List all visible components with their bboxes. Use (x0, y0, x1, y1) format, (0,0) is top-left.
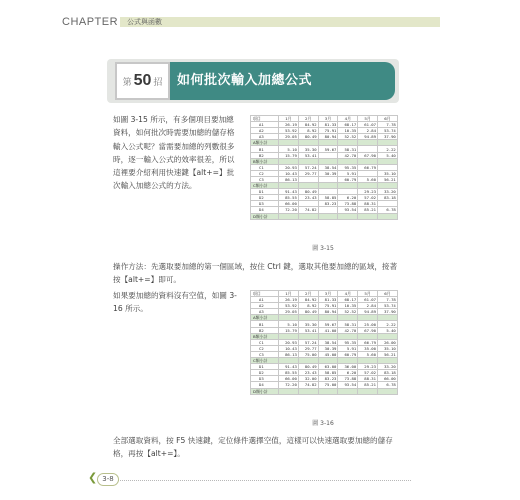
table-cell[interactable]: 91.43 (279, 364, 299, 370)
table-cell[interactable]: 6.78 (377, 207, 397, 213)
row-label-cell[interactable]: A3 (251, 309, 279, 315)
table-cell[interactable]: 35.10 (377, 345, 397, 351)
row-label-cell[interactable]: C2 (251, 345, 279, 351)
table-cell[interactable]: 35.10 (377, 170, 397, 176)
table-cell[interactable]: 5.10 (279, 146, 299, 152)
table-cell[interactable]: 67.90 (358, 152, 378, 158)
table-cell[interactable]: 68.17 (338, 297, 358, 303)
table-cell[interactable]: 67.90 (358, 327, 378, 333)
section-banner (107, 59, 399, 103)
table-cell[interactable]: 25.00 (358, 321, 378, 327)
table-cell[interactable]: 68.17 (338, 122, 358, 128)
table-cell[interactable]: 29.23 (358, 189, 378, 195)
row-label-cell[interactable]: A1 (251, 297, 279, 303)
paragraph-intro: 如圖 3-15 所示，有多個項目要加總資料，如何批次時需要加總的儲存格輸入公式呢？當需要加總的列數很多時，逐一輸入公式的效率很差，所以這裡要介紹利用快速鍵【alt+=】批次輸入加總公式的方法。 (113, 115, 235, 191)
table-cell[interactable]: 2.84 (358, 303, 378, 309)
section-number-box (115, 62, 170, 100)
table-cell[interactable]: 53.74 (377, 303, 397, 309)
table-cell[interactable]: 95.35 (338, 339, 358, 345)
column-header[interactable]: 項目 (251, 116, 279, 122)
chapter-title-tab (120, 17, 440, 27)
table-cell[interactable]: 75.00 (298, 351, 318, 357)
table-cell[interactable]: 94.89 (358, 134, 378, 140)
table-cell[interactable]: 88.31 (358, 376, 378, 382)
table-cell[interactable] (298, 213, 318, 219)
table-cell[interactable]: 53.92 (279, 303, 299, 309)
table-cell[interactable]: 37.90 (377, 134, 397, 140)
row-label-cell[interactable]: A類小計 (251, 140, 279, 146)
section-prefix: 第 (122, 77, 132, 88)
table-cell[interactable]: 57.24 (298, 339, 318, 345)
row-label-cell[interactable]: D3 (251, 376, 279, 382)
table-cell[interactable]: 26.19 (279, 122, 299, 128)
table-cell[interactable]: 20.93 (279, 164, 299, 170)
row-label-cell[interactable]: C類小計 (251, 183, 279, 189)
column-header[interactable]: 6月 (377, 116, 397, 122)
table-cell[interactable]: 35.30 (298, 321, 318, 327)
table-cell[interactable]: 53.92 (279, 128, 299, 134)
table-cell[interactable]: 10.35 (338, 303, 358, 309)
table-cell[interactable]: 72.20 (279, 382, 299, 388)
table-cell[interactable]: 86.13 (279, 176, 299, 182)
row-label-cell[interactable]: C3 (251, 176, 279, 182)
table-cell[interactable]: 75.91 (318, 128, 338, 134)
table-cell[interactable]: 35.30 (298, 146, 318, 152)
table-cell[interactable] (338, 388, 358, 394)
column-header[interactable]: 4月 (338, 291, 358, 297)
table-cell[interactable]: 32.00 (298, 376, 318, 382)
table-cell[interactable]: 81.33 (318, 297, 338, 303)
column-header[interactable]: 2月 (298, 291, 318, 297)
table-cell[interactable]: 83.18 (377, 370, 397, 376)
table-cell[interactable]: 93.54 (338, 382, 358, 388)
table-cell[interactable]: 29.77 (298, 170, 318, 176)
row-label-cell[interactable]: B1 (251, 321, 279, 327)
table-cell[interactable]: 80.49 (298, 134, 318, 140)
table-cell[interactable]: 26.19 (279, 297, 299, 303)
table-cell[interactable]: 91.43 (279, 189, 299, 195)
row-label-cell[interactable]: B類小計 (251, 333, 279, 339)
table-cell[interactable] (318, 213, 338, 219)
table-cell[interactable]: 5.40 (377, 327, 397, 333)
table-cell[interactable]: 80.49 (298, 309, 318, 315)
table-cell[interactable]: 84.92 (298, 297, 318, 303)
table-cell[interactable]: 74.82 (298, 207, 318, 213)
table-cell[interactable]: 66.79 (358, 339, 378, 345)
table-cell[interactable] (358, 213, 378, 219)
row-label-cell[interactable]: C2 (251, 170, 279, 176)
table-cell[interactable]: 53.74 (377, 128, 397, 134)
table-cell[interactable]: 85.21 (358, 382, 378, 388)
table-cell[interactable]: 58.85 (318, 195, 338, 201)
section-number: 50 (133, 72, 152, 89)
table-cell[interactable]: 23.43 (298, 195, 318, 201)
figure-caption-3-16: 圖 3-16 (312, 420, 334, 427)
table-cell[interactable]: 10.43 (279, 345, 299, 351)
table-cell[interactable]: 93.54 (338, 207, 358, 213)
figure-caption-3-15: 圖 3-15 (312, 245, 334, 252)
table-cell[interactable]: 80.49 (298, 364, 318, 370)
table-cell[interactable]: 85.55 (279, 370, 299, 376)
table-cell[interactable]: 5.10 (279, 321, 299, 327)
table-cell[interactable]: 73.88 (338, 376, 358, 382)
column-header[interactable]: 4月 (338, 116, 358, 122)
table-cell[interactable]: 75.91 (318, 303, 338, 309)
spreadsheet-figure-3-15 (250, 115, 398, 220)
table-cell[interactable]: 15.79 (279, 152, 299, 158)
table-cell[interactable]: 85.21 (358, 207, 378, 213)
table-cell[interactable]: 53.41 (298, 327, 318, 333)
table-cell[interactable]: 58.31 (338, 321, 358, 327)
table-cell[interactable]: 2.22 (377, 321, 397, 327)
row-label-cell[interactable]: C3 (251, 351, 279, 357)
chevron-left-icon: ❮ (88, 471, 98, 484)
table-cell[interactable]: 8.92 (298, 303, 318, 309)
row-label-cell[interactable]: D4 (251, 207, 279, 213)
table-cell[interactable]: 37.90 (377, 309, 397, 315)
row-label-cell[interactable]: A類小計 (251, 315, 279, 321)
column-header[interactable]: 3月 (318, 291, 338, 297)
table-cell[interactable]: 38.54 (318, 339, 338, 345)
table-cell[interactable]: 58.85 (318, 370, 338, 376)
table-cell[interactable]: 2.22 (377, 146, 397, 152)
table-cell[interactable]: 81.33 (318, 122, 338, 128)
table-cell[interactable]: 73.88 (338, 201, 358, 207)
table-cell[interactable]: 86.13 (279, 351, 299, 357)
table-cell[interactable]: 59.67 (318, 321, 338, 327)
table-cell[interactable]: 57.24 (298, 164, 318, 170)
table-cell[interactable]: 35.00 (358, 345, 378, 351)
table-cell[interactable]: 88.31 (358, 201, 378, 207)
column-header[interactable]: 3月 (318, 116, 338, 122)
table-cell[interactable]: 66.00 (279, 376, 299, 382)
table-cell[interactable]: 5.91 (338, 345, 358, 351)
table-cell[interactable]: 66.00 (279, 201, 299, 207)
column-header[interactable]: 5月 (358, 116, 378, 122)
section-suffix: 招 (153, 77, 163, 88)
table-cell[interactable]: 61.07 (358, 122, 378, 128)
table-cell[interactable]: 38.54 (318, 164, 338, 170)
table-cell[interactable] (358, 388, 378, 394)
row-label-cell[interactable]: D類小計 (251, 388, 279, 394)
table-cell[interactable]: 58.31 (338, 146, 358, 152)
table-cell[interactable] (338, 213, 358, 219)
chapter-title: 公式與函數 (127, 18, 162, 26)
table-cell[interactable]: 5.91 (338, 170, 358, 176)
table-cell[interactable]: 42.70 (338, 327, 358, 333)
table-cell[interactable]: 80.94 (318, 134, 338, 140)
table-cell[interactable] (279, 213, 299, 219)
table-cell[interactable]: 60.79 (338, 176, 358, 182)
chapter-word: CHAPTER (62, 16, 119, 28)
row-label-cell[interactable]: B2 (251, 327, 279, 333)
table-cell[interactable]: 95.35 (338, 164, 358, 170)
table-cell[interactable]: 5.60 (358, 176, 378, 182)
table-cell[interactable] (318, 388, 338, 394)
table-cell[interactable]: 83.23 (318, 201, 338, 207)
row-label-cell[interactable]: D1 (251, 189, 279, 195)
table-cell[interactable]: 30.39 (318, 345, 338, 351)
table-cell[interactable]: 84.92 (298, 122, 318, 128)
table-cell[interactable]: 94.89 (358, 309, 378, 315)
table-cell[interactable]: 10.43 (279, 170, 299, 176)
subtotal-row (251, 213, 398, 219)
chapter-header (62, 16, 128, 28)
row-label-cell[interactable]: A3 (251, 134, 279, 140)
table-cell[interactable]: 83.23 (318, 376, 338, 382)
table-cell[interactable]: 33.20 (377, 189, 397, 195)
table-cell[interactable]: 29.05 (279, 134, 299, 140)
table-cell[interactable]: 57.02 (358, 195, 378, 201)
table-cell[interactable]: 56.21 (377, 351, 397, 357)
spreadsheet-figure-3-16 (250, 290, 398, 395)
table-cell[interactable]: 59.67 (318, 146, 338, 152)
table-cell[interactable]: 60.79 (338, 351, 358, 357)
column-header[interactable]: 6月 (377, 291, 397, 297)
table-cell[interactable]: 57.02 (358, 370, 378, 376)
row-label-cell[interactable]: A2 (251, 303, 279, 309)
table-cell[interactable]: 66.00 (377, 376, 397, 382)
table-cell[interactable]: 20.93 (279, 339, 299, 345)
table-cell[interactable]: 72.20 (279, 207, 299, 213)
table-cell[interactable]: 10.35 (338, 128, 358, 134)
table-cell[interactable]: 30.39 (318, 170, 338, 176)
table-cell[interactable]: 66.79 (358, 164, 378, 170)
page-number: 3-8 (97, 473, 119, 486)
subtotal-row (251, 388, 398, 394)
table-cell[interactable]: 42.70 (338, 152, 358, 158)
table-cell[interactable]: 85.55 (279, 195, 299, 201)
table-cell[interactable]: 52.52 (338, 134, 358, 140)
row-label-cell[interactable]: D4 (251, 382, 279, 388)
table-cell[interactable] (377, 388, 397, 394)
table-cell[interactable]: 52.52 (338, 309, 358, 315)
table-cell[interactable]: 75.00 (318, 382, 338, 388)
table-cell[interactable]: 83.18 (377, 195, 397, 201)
paragraph-no-blanks: 如果要加總的資料沒有空值，如圖 3-16 所示。 (113, 291, 237, 314)
table-cell[interactable]: 7.78 (377, 122, 397, 128)
row-label-cell[interactable]: A1 (251, 122, 279, 128)
table-cell[interactable] (298, 388, 318, 394)
row-label-cell[interactable]: A2 (251, 128, 279, 134)
row-label-cell[interactable]: D3 (251, 201, 279, 207)
table-cell[interactable]: 45.00 (318, 351, 338, 357)
table-cell[interactable]: 56.21 (377, 176, 397, 182)
row-label-cell[interactable]: D2 (251, 195, 279, 201)
table-cell[interactable] (377, 213, 397, 219)
table-cell[interactable]: 33.20 (377, 364, 397, 370)
table-cell[interactable]: 74.82 (298, 382, 318, 388)
table-cell[interactable]: 41.00 (318, 327, 338, 333)
paragraph-select-all: 全部選取資料，按 F5 快速鍵，定位條件選擇空值，這樣可以快速選取要加總的儲存格，再按【alt+=】。 (113, 436, 393, 459)
table-cell[interactable]: 6.78 (377, 382, 397, 388)
table-cell[interactable]: 53.41 (298, 152, 318, 158)
column-header[interactable]: 2月 (298, 116, 318, 122)
row-label-cell[interactable]: D1 (251, 364, 279, 370)
column-header[interactable]: 1月 (279, 116, 299, 122)
table-cell[interactable]: 36.00 (338, 364, 358, 370)
row-label-cell[interactable]: D類小計 (251, 213, 279, 219)
column-header[interactable]: 5月 (358, 291, 378, 297)
row-label-cell[interactable]: C類小計 (251, 358, 279, 364)
table-cell[interactable]: 23.43 (298, 370, 318, 376)
row-label-cell[interactable]: B2 (251, 152, 279, 158)
table-cell[interactable]: 29.05 (279, 309, 299, 315)
section-title: 如何批次輸入加總公式 (177, 73, 313, 88)
footer-divider (105, 480, 411, 481)
table-cell[interactable]: 5.40 (377, 152, 397, 158)
table-cell[interactable]: 26.00 (377, 339, 397, 345)
table-cell[interactable]: 29.77 (298, 345, 318, 351)
table-cell[interactable]: 8.92 (298, 128, 318, 134)
table-cell[interactable]: 29.23 (358, 364, 378, 370)
table-cell[interactable]: 5.60 (358, 351, 378, 357)
table-cell[interactable]: 2.84 (358, 128, 378, 134)
table-cell[interactable]: 15.79 (279, 327, 299, 333)
table-cell[interactable]: 6.20 (338, 195, 358, 201)
row-label-cell[interactable]: D2 (251, 370, 279, 376)
table-cell[interactable]: 63.00 (318, 364, 338, 370)
table-cell[interactable]: 80.49 (298, 189, 318, 195)
table-cell[interactable]: 7.78 (377, 297, 397, 303)
table-cell[interactable]: 80.94 (318, 309, 338, 315)
row-label-cell[interactable]: C1 (251, 339, 279, 345)
table-cell[interactable]: 61.07 (358, 297, 378, 303)
column-header[interactable]: 1月 (279, 291, 299, 297)
column-header[interactable]: 項目 (251, 291, 279, 297)
table-cell[interactable]: 6.20 (338, 370, 358, 376)
row-label-cell[interactable]: B類小計 (251, 158, 279, 164)
row-label-cell[interactable]: B1 (251, 146, 279, 152)
row-label-cell[interactable]: C1 (251, 164, 279, 170)
paragraph-method: 操作方法：先選取要加總的第一個區域，按住 Ctrl 鍵，選取其他要加總的區域，接著按【alt+=】即可。 (113, 262, 398, 285)
table-cell[interactable] (279, 388, 299, 394)
